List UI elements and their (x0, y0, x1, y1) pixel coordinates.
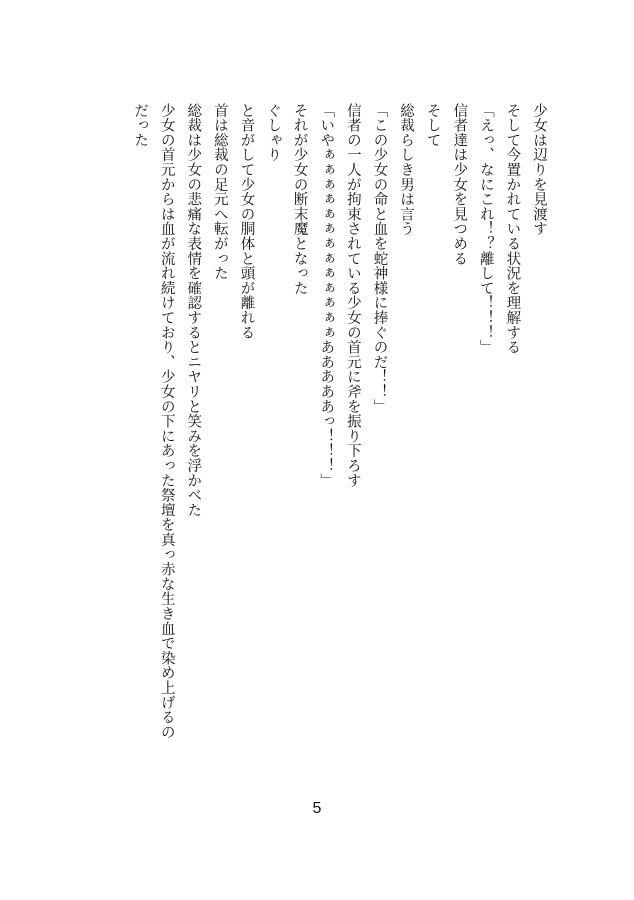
page-number: 5 (312, 800, 322, 817)
text-line: 少女は辺りを見渡す (531, 103, 547, 237)
text-line: ぐしゃり (265, 103, 282, 163)
text-line: 総裁らしき男は言う (398, 103, 415, 237)
vertical-text-body (127, 103, 553, 793)
text-line: 信者の一人が拘束されている少女の首元に斧を振り下ろす (344, 103, 361, 488)
text-line: 「この少女の命と血を蛇神様に捧ぐのだ！！」 (371, 103, 388, 414)
text-line: 「いやぁぁぁぁぁぁぁぁぁぁぁぁぁあああああっ！！！」 (318, 103, 335, 488)
text-line: 首は総裁の足元へ転がった (211, 103, 228, 281)
text-line: そして今置かれている状況を理解する (504, 103, 521, 355)
text-line: 「えっ、なにこれ！？離して！！！」 (477, 103, 494, 355)
text-line: 少女の首元からは血が流れ続けており、少女の下にあった祭壇を真っ赤な生き血で染め上げるの (158, 103, 175, 740)
text-line: それが少女の断末魔となった (291, 103, 308, 296)
text-line: 総裁は少女の悲痛な表情を確認するとニヤリと笑みを浮かべた (185, 103, 202, 518)
text-line: 信者達は少女を見つめる (451, 103, 468, 266)
text-line: だった (132, 103, 149, 148)
text-line: と音がして少女の胴体と頭が離れる (238, 103, 255, 340)
text-line: そして (424, 103, 441, 148)
